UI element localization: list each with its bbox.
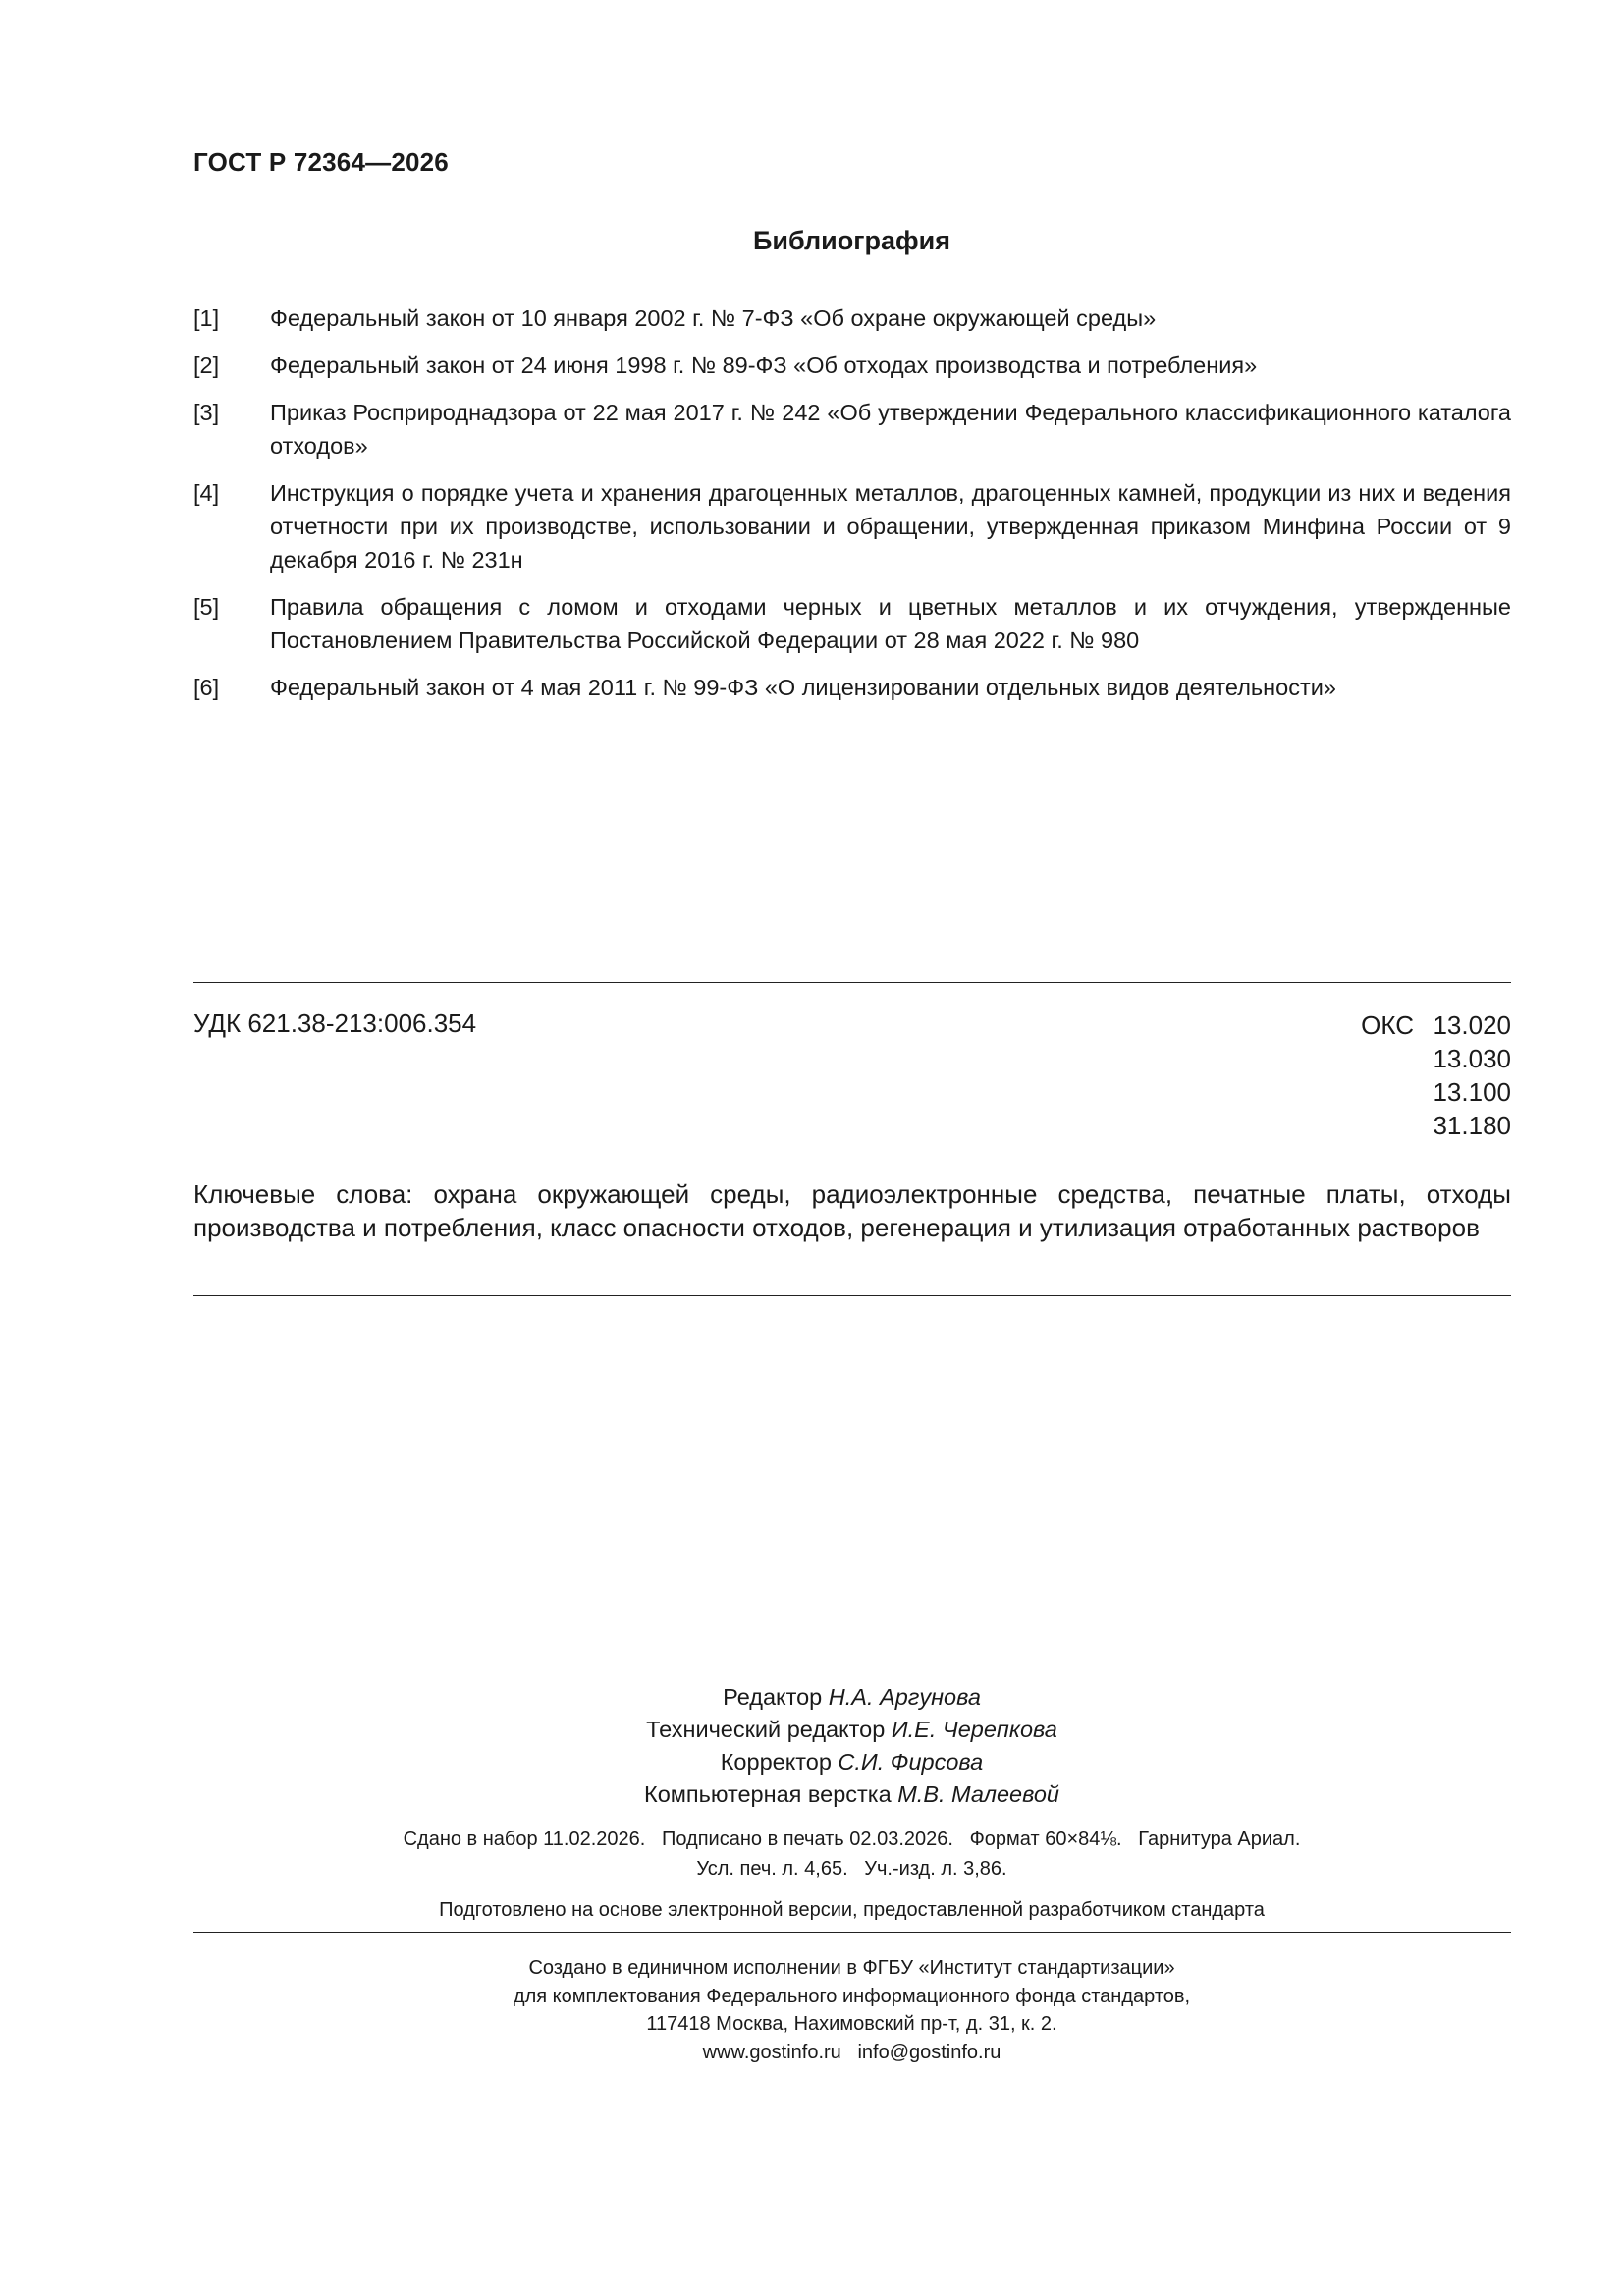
oks-code: 13.020 — [1433, 1011, 1511, 1040]
divider-top — [193, 982, 1511, 983]
print-info — [0, 1825, 1623, 1884]
credit-role: Компьютерная верстка — [644, 1781, 892, 1807]
print-info-line: Сдано в набор 11.02.2026. Подписано в печать 02.03.2026. Формат 60×84⅛. Гарнитура Ариал. — [403, 1829, 1301, 1850]
credit-role: Редактор — [723, 1684, 823, 1710]
credit-name: Н.А. Аргунова — [828, 1684, 981, 1710]
oks-codes — [1257, 1009, 1511, 1142]
bibliography-item-number: [4] — [193, 480, 220, 506]
bibliography-item-text: Федеральный закон от 24 июня 1998 г. № 89-ФЗ «Об отходах производства и потребления» — [270, 353, 1258, 378]
bibliography-item — [193, 396, 1511, 463]
bibliography-item-text: Федеральный закон от 10 января 2002 г. № 7-ФЗ «Об охране окружающей среды» — [270, 305, 1157, 331]
credit-role: Технический редактор — [646, 1717, 886, 1742]
bibliography-item — [193, 476, 1511, 576]
oks-code: 31.180 — [1433, 1111, 1511, 1140]
oks-label: ОКС — [1361, 1011, 1414, 1040]
divider-keywords — [193, 1295, 1511, 1296]
oks-row — [1257, 1042, 1511, 1075]
credit-name: И.Е. Черепкова — [891, 1717, 1057, 1742]
oks-code: 13.030 — [1433, 1044, 1511, 1073]
bibliography-item-number: [1] — [193, 305, 220, 331]
oks-row — [1257, 1109, 1511, 1142]
divider-footer — [193, 1932, 1511, 1933]
document-code: ГОСТ Р 72364—2026 — [193, 147, 449, 177]
oks-code: 13.100 — [1433, 1077, 1511, 1107]
bibliography-item-number: [5] — [193, 594, 220, 620]
udk-code: УДК 621.38-213:006.354 — [193, 1009, 477, 1038]
bibliography-item — [193, 301, 1511, 335]
credit-line — [0, 1778, 1623, 1811]
bibliography-item-number: [6] — [193, 675, 220, 700]
print-info-line: Усл. печ. л. 4,65. Уч.-изд. л. 3,86. — [696, 1858, 1007, 1880]
bibliography-title: Библиография — [753, 226, 950, 255]
credits — [0, 1681, 1623, 1811]
credit-line — [0, 1746, 1623, 1778]
bibliography-item-text: Инструкция о порядке учета и хранения драгоценных металлов, драгоценных камней, продукции из них и ведения отчетности при их производстве, использовании и обращении, утвержденная приказом Минфина России от 9 декабря 2016 г. № 231н — [270, 480, 1511, 573]
credit-name: С.И. Фирсова — [838, 1749, 984, 1775]
bibliography-item — [193, 590, 1511, 657]
bibliography-list — [193, 301, 1511, 718]
bibliography-item-text: Приказ Росприроднадзора от 22 мая 2017 г. № 242 «Об утверждении Федерального классификационного каталога отходов» — [270, 400, 1511, 459]
prepared-note: Подготовлено на основе электронной версии, предоставленной разработчиком стандарта — [439, 1899, 1265, 1921]
bibliography-item — [193, 671, 1511, 704]
credit-name: М.В. Малеевой — [897, 1781, 1059, 1807]
bibliography-item-text: Правила обращения с ломом и отходами черных и цветных металлов и их отчуждения, утвержденные Постановлением Правительства Российской Федерации от 28 мая 2022 г. № 980 — [270, 594, 1511, 653]
oks-row — [1257, 1075, 1511, 1109]
oks-row — [1257, 1009, 1511, 1042]
publisher-links: www.gostinfo.ru info@gostinfo.ru — [702, 2041, 1001, 2063]
bibliography-item-number: [2] — [193, 353, 220, 378]
bibliography-item — [193, 349, 1511, 382]
credit-line — [0, 1681, 1623, 1714]
publisher-line: Создано в единичном исполнении в ФГБУ «Институт стандартизации» — [528, 1957, 1175, 1979]
bibliography-item-number: [3] — [193, 400, 220, 425]
credit-role: Корректор — [720, 1749, 832, 1775]
publisher-line: для комплектования Федерального информационного фонда стандартов, — [513, 1985, 1191, 2007]
publisher-line: 117418 Москва, Нахимовский пр-т, д. 31, к. 2. — [646, 2013, 1057, 2035]
keywords: Ключевые слова: охрана окружающей среды, радиоэлектронные средства, печатные платы, отходы производства и потребления, класс опасности отходов, регенерация и утилизация отработанных растворов — [193, 1179, 1511, 1242]
bibliography-item-text: Федеральный закон от 4 мая 2011 г. № 99-ФЗ «О лицензировании отдельных видов деятельности» — [270, 675, 1336, 700]
credit-line — [0, 1714, 1623, 1746]
publisher-info — [0, 1954, 1623, 2066]
